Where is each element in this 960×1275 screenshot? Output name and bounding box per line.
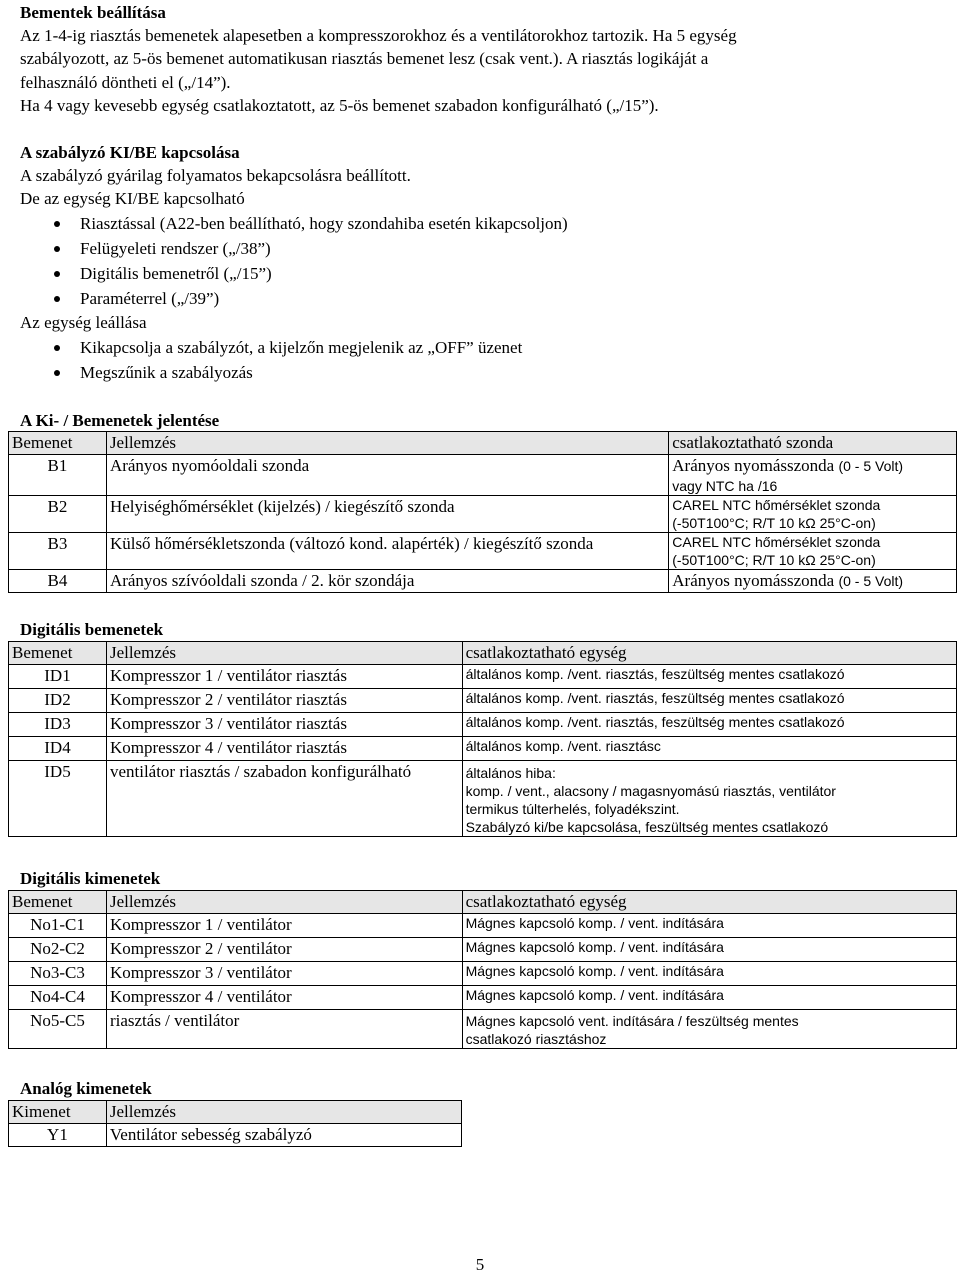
table-row [9, 455, 957, 496]
table-row [9, 962, 957, 986]
analog-outputs-table [8, 1100, 462, 1147]
unit-line: általános komp. /vent. riasztás, feszültség mentes csatlakozó [465, 714, 845, 730]
input-desc: Helyiséghőmérséklet (kijelzés) / kiegészítő szonda [106, 496, 668, 533]
header-cell: Kimenet [9, 1101, 107, 1124]
table-header-row [9, 642, 957, 665]
connectable-probe [669, 496, 957, 533]
input-desc: Kompresszor 1 / ventilátor riasztás [106, 665, 462, 689]
unit-line: Mágnes kapcsoló komp. / vent. indítására [465, 939, 724, 955]
digital-outputs-table [8, 890, 957, 1049]
probe-main: Arányos nyomásszonda [672, 571, 835, 590]
output-id: No3-C3 [9, 962, 107, 986]
unit-line: termikus túlterhelés, folyadékszint. [465, 801, 680, 817]
output-desc: Ventilátor sebesség szabályzó [106, 1124, 461, 1147]
table-row [9, 986, 957, 1010]
paragraph-line: szabályozott, az 5-ös bemenet automatikusan riasztás bemenet lesz (csak vent.). A riasztás logikáját a [20, 49, 709, 68]
table-row [9, 938, 957, 962]
connectable-unit [462, 914, 956, 938]
output-id: No5-C5 [9, 1010, 107, 1049]
header-cell: Jellemzés [106, 891, 462, 914]
probe-spec: (-50T100°C; R/T 10 kΩ 25°C-on) [672, 515, 876, 531]
unit-line: Mágnes kapcsoló komp. / vent. indítására [465, 915, 724, 931]
table-row [9, 761, 957, 837]
connectable-unit [462, 689, 956, 713]
unit-line: Szabályzó ki/be kapcsolása, feszültség mentes csatlakozó [465, 819, 829, 835]
connectable-unit [462, 737, 956, 761]
connectable-unit [462, 713, 956, 737]
header-cell: csatlakoztatható szonda [669, 432, 957, 455]
section-title-inputs-settings: Bementek beállítása [20, 3, 166, 22]
header-cell: csatlakoztatható egység [462, 891, 956, 914]
connectable-unit [462, 665, 956, 689]
paragraph-line: Ha 4 vagy kevesebb egység csatlakoztatott, az 5-ös bemenet szabadon konfigurálható („/15”). [20, 96, 659, 115]
output-desc: Kompresszor 2 / ventilátor [106, 938, 462, 962]
section-title-digital-inputs: Digitális bemenetek [20, 620, 164, 639]
bullet-item: Felügyeleti rendszer („/38”) [20, 236, 920, 261]
connectable-probe [669, 533, 957, 570]
bullet-item: Kikapcsolja a szabályzót, a kijelzőn megjelenik az „OFF” üzenet [20, 335, 920, 360]
connectable-unit [462, 986, 956, 1010]
connectable-unit [462, 1010, 956, 1049]
table-row [9, 496, 957, 533]
output-id: No4-C4 [9, 986, 107, 1010]
paragraph-line: De az egység KI/BE kapcsolható [20, 189, 245, 208]
header-cell: Jellemzés [106, 1101, 461, 1124]
input-id: B1 [9, 455, 107, 496]
unit-line: Mágnes kapcsoló komp. / vent. indítására [465, 963, 724, 979]
probe-spec: (-50T100°C; R/T 10 kΩ 25°C-on) [672, 552, 876, 568]
unit-line: komp. / vent., alacsony / magasnyomású riasztás, ventilátor [465, 783, 836, 799]
table-row [9, 737, 957, 761]
output-desc: Kompresszor 4 / ventilátor [106, 986, 462, 1010]
table-row [9, 914, 957, 938]
output-desc: Kompresszor 1 / ventilátor [106, 914, 462, 938]
unit-line: csatlakozó riasztáshoz [465, 1031, 607, 1047]
paragraph-line: Az egység leállása [20, 313, 147, 332]
table-row [9, 570, 957, 593]
input-id: B3 [9, 533, 107, 570]
unit-line: Mágnes kapcsoló komp. / vent. indítására [465, 987, 724, 1003]
probe-range: (0 - 5 Volt) [838, 458, 904, 474]
table-row [9, 1010, 957, 1049]
io-table [8, 431, 957, 593]
probe-type: CAREL NTC hőmérséklet szonda [672, 497, 881, 513]
connectable-probe [669, 455, 957, 496]
table-row [9, 1124, 462, 1147]
probe-range: (0 - 5 Volt) [838, 573, 904, 589]
unit-line: általános komp. /vent. riasztás, feszültség mentes csatlakozó [465, 690, 845, 706]
bullet-item: Riasztással (A22-ben beállítható, hogy szondahiba esetén kikapcsoljon) [20, 211, 920, 236]
input-desc: Kompresszor 2 / ventilátor riasztás [106, 689, 462, 713]
header-cell: Bemenet [9, 642, 107, 665]
connectable-unit [462, 761, 956, 837]
paragraph-line: A szabályzó gyárilag folyamatos bekapcsolásra beállított. [20, 166, 411, 185]
input-desc: Kompresszor 4 / ventilátor riasztás [106, 737, 462, 761]
bullet-item: Digitális bemenetről („/15”) [20, 261, 920, 286]
input-id: ID1 [9, 665, 107, 689]
output-desc: Kompresszor 3 / ventilátor [106, 962, 462, 986]
input-id: ID4 [9, 737, 107, 761]
probe-main: Arányos nyomásszonda [672, 456, 835, 475]
digital-inputs-table [8, 641, 957, 837]
section-title-digital-outputs: Digitális kimenetek [20, 869, 161, 888]
output-id: Y1 [9, 1124, 107, 1147]
unit-line: általános komp. /vent. riasztásc [465, 738, 661, 754]
unit-line: általános hiba: [465, 765, 556, 781]
header-cell: Jellemzés [106, 642, 462, 665]
input-id: B4 [9, 570, 107, 593]
table-row [9, 713, 957, 737]
bullet-list [20, 211, 920, 311]
input-id: B2 [9, 496, 107, 533]
page-number: 5 [475, 1255, 485, 1274]
unit-line: általános komp. /vent. riasztás, feszültség mentes csatlakozó [465, 666, 845, 682]
input-desc: ventilátor riasztás / szabadon konfigurálható [106, 761, 462, 837]
input-id: ID2 [9, 689, 107, 713]
table-header-row [9, 891, 957, 914]
connectable-probe [669, 570, 957, 593]
input-desc: Arányos szívóoldali szonda / 2. kör szondája [106, 570, 668, 593]
section-title-io-meaning: A Ki- / Bemenetek jelentése [20, 411, 220, 430]
input-desc: Kompresszor 3 / ventilátor riasztás [106, 713, 462, 737]
table-header-row [9, 432, 957, 455]
header-cell: Jellemzés [106, 432, 668, 455]
table-row [9, 665, 957, 689]
input-desc: Külső hőmérsékletszonda (változó kond. alapérték) / kiegészítő szonda [106, 533, 668, 570]
probe-type: CAREL NTC hőmérséklet szonda [672, 534, 881, 550]
paragraph-line: Az 1-4-ig riasztás bemenetek alapesetben a kompresszorokhoz és a ventilátorokhoz tartozik. Ha 5 egység [20, 26, 737, 45]
header-cell: csatlakoztatható egység [462, 642, 956, 665]
table-row [9, 533, 957, 570]
input-id: ID3 [9, 713, 107, 737]
bullet-list [20, 335, 920, 385]
output-id: No1-C1 [9, 914, 107, 938]
section-title-on-off: A szabályzó KI/BE kapcsolása [20, 143, 240, 162]
connectable-unit [462, 938, 956, 962]
output-id: No2-C2 [9, 938, 107, 962]
header-cell: Bemenet [9, 432, 107, 455]
unit-line: Mágnes kapcsoló vent. indítására / feszültség mentes [465, 1013, 799, 1029]
table-row [9, 689, 957, 713]
probe-note: vagy NTC ha /16 [672, 478, 778, 494]
section-title-analog-outputs: Analóg kimenetek [20, 1079, 152, 1098]
bullet-item: Megszűnik a szabályozás [20, 360, 920, 385]
bullet-item: Paraméterrel („/39”) [20, 286, 920, 311]
table-header-row [9, 1101, 462, 1124]
header-cell: Bemenet [9, 891, 107, 914]
output-desc: riasztás / ventilátor [106, 1010, 462, 1049]
paragraph-line: felhasználó döntheti el („/14”). [20, 73, 231, 92]
connectable-unit [462, 962, 956, 986]
input-id: ID5 [9, 761, 107, 837]
input-desc: Arányos nyomóoldali szonda [106, 455, 668, 496]
